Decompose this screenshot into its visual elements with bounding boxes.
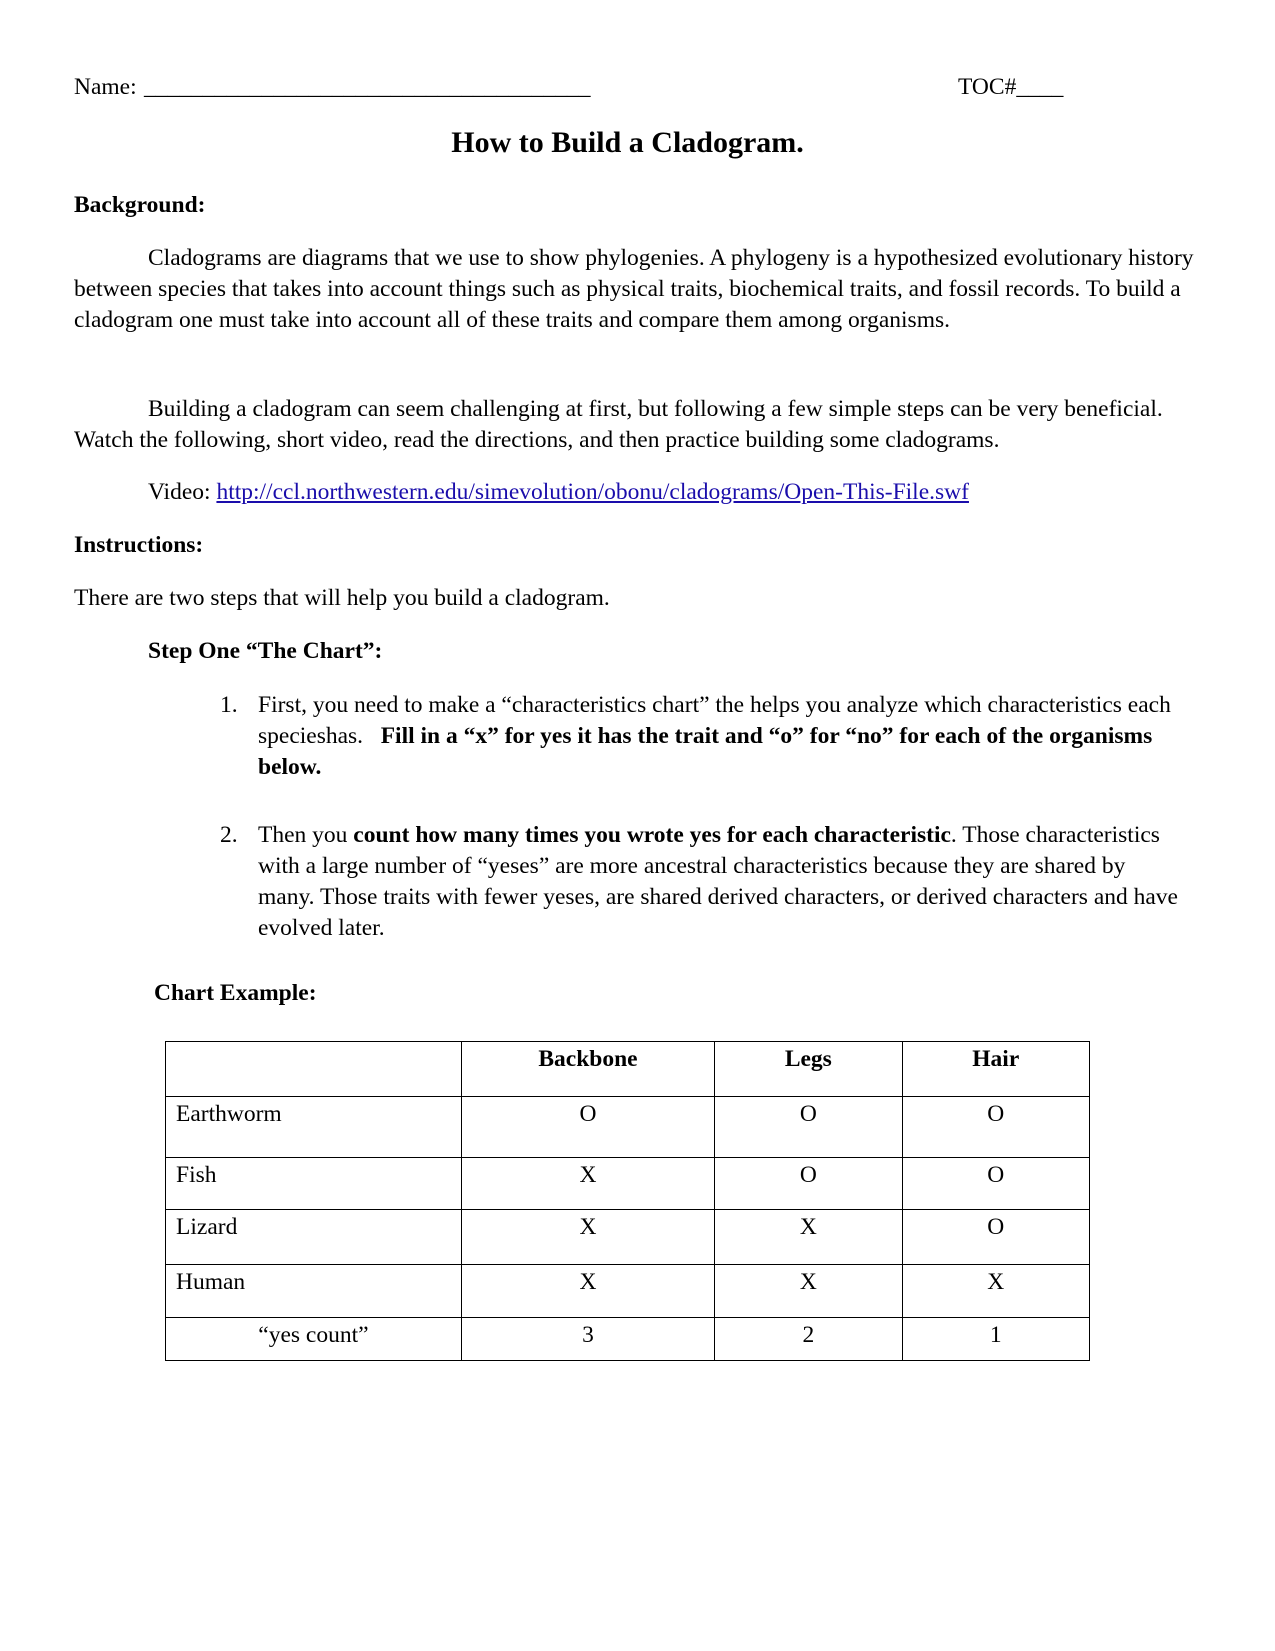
instructions-heading: Instructions: bbox=[74, 532, 204, 558]
video-line bbox=[148, 477, 969, 508]
table-cell[interactable]: O bbox=[902, 1210, 1089, 1265]
table-row bbox=[166, 1158, 1090, 1210]
name-label: Name: bbox=[74, 74, 137, 100]
row-label: “yes count” bbox=[166, 1318, 462, 1361]
item-2-bold-text: count how many times you wrote yes for each characteristic bbox=[353, 822, 951, 848]
row-label: Earthworm bbox=[166, 1097, 462, 1158]
instruction-item-1 bbox=[220, 690, 1178, 783]
toc-field[interactable]: TOC#____ bbox=[958, 74, 1064, 100]
table-cell[interactable]: 2 bbox=[715, 1318, 902, 1361]
instructions-intro: There are two steps that will help you build a cladogram. bbox=[74, 585, 610, 611]
table-cell[interactable]: X bbox=[715, 1210, 902, 1265]
table-cell[interactable]: O bbox=[902, 1158, 1089, 1210]
column-header-legs: Legs bbox=[715, 1042, 902, 1097]
video-link[interactable]: http://ccl.northwestern.edu/simevolution/obonu/cladograms/Open-This-File.swf bbox=[216, 479, 969, 505]
background-heading: Background: bbox=[74, 192, 206, 218]
row-label: Fish bbox=[166, 1158, 462, 1210]
table-row bbox=[166, 1210, 1090, 1265]
table-cell[interactable]: O bbox=[715, 1097, 902, 1158]
table-row bbox=[166, 1265, 1090, 1318]
table-row-yes-count bbox=[166, 1318, 1090, 1361]
page-title: How to Build a Cladogram. bbox=[451, 126, 804, 159]
table-header-cell bbox=[166, 1042, 462, 1097]
name-blank[interactable]: ______________________________________ bbox=[144, 74, 591, 100]
item-1-bold-text: Fill in a “x” for yes it has the trait and “o” for “no” for each of the organisms below. bbox=[258, 723, 1153, 780]
video-label: Video: bbox=[148, 479, 211, 505]
table-cell[interactable]: O bbox=[902, 1097, 1089, 1158]
item-2-number: 2. bbox=[220, 822, 238, 848]
table-cell[interactable]: X bbox=[461, 1210, 714, 1265]
step-one-heading: Step One “The Chart”: bbox=[148, 638, 383, 664]
row-label: Lizard bbox=[166, 1210, 462, 1265]
row-label: Human bbox=[166, 1265, 462, 1318]
table-cell[interactable]: O bbox=[715, 1158, 902, 1210]
table-cell[interactable]: 1 bbox=[902, 1318, 1089, 1361]
table-row bbox=[166, 1097, 1090, 1158]
item-2-text-post: . Those characteristics with a large number of “yeses” are more ancestral characteristics because they are shared by many. Those traits with fewer yeses, are shared derived characters, or derived characters and have evolved later. bbox=[258, 822, 1178, 941]
table-cell[interactable]: 3 bbox=[461, 1318, 714, 1361]
background-paragraph-2: Building a cladogram can seem challenging at first, but following a few simple steps can be very beneficial. Watch the following, short video, read the directions, and then practice building some cladograms. bbox=[74, 396, 1163, 453]
table-cell[interactable]: X bbox=[715, 1265, 902, 1318]
item-2-text-pre: Then you bbox=[258, 822, 348, 848]
background-paragraph-1: Cladograms are diagrams that we use to show phylogenies. A phylogeny is a hypothesized evolutionary history between species that takes into account things such as physical traits, biochemical traits, and fossil records. To build a cladogram one must take into account all of these traits and compare them among organisms. bbox=[74, 245, 1194, 333]
item-1-number: 1. bbox=[220, 692, 238, 718]
table-cell[interactable]: O bbox=[461, 1097, 714, 1158]
characteristics-table bbox=[165, 1041, 1090, 1361]
table-header-row bbox=[166, 1042, 1090, 1097]
chart-example-heading: Chart Example: bbox=[154, 980, 317, 1006]
column-header-backbone: Backbone bbox=[461, 1042, 714, 1097]
column-header-hair: Hair bbox=[902, 1042, 1089, 1097]
table-cell[interactable]: X bbox=[461, 1158, 714, 1210]
table-cell[interactable]: X bbox=[461, 1265, 714, 1318]
item-1-text: First, you need to make a “characteristics chart” the helps you analyze which characteristics each specieshas. bbox=[258, 692, 1171, 749]
instruction-item-2 bbox=[220, 820, 1178, 944]
table-cell[interactable]: X bbox=[902, 1265, 1089, 1318]
